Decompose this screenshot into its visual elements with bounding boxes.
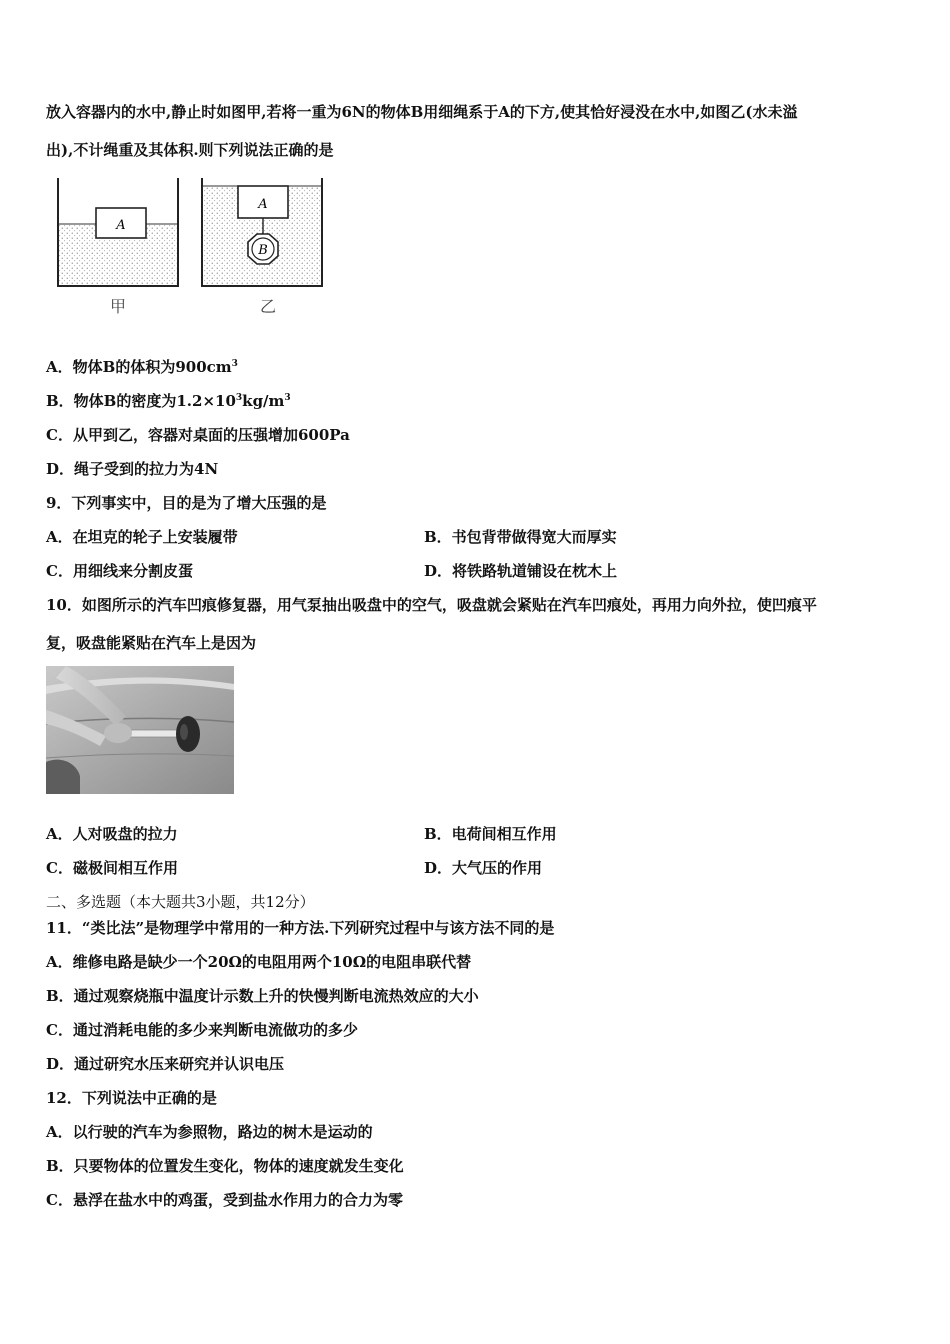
q10-option-a: A．人对吸盘的拉力 bbox=[46, 825, 178, 843]
hand bbox=[104, 723, 132, 743]
q11-option-b: B．通过观察烧瓶中温度计示数上升的快慢判断电流热效应的大小 bbox=[46, 987, 479, 1005]
q10-option-d: D．大气压的作用 bbox=[424, 859, 543, 877]
q11-option-d: D．通过研究水压来研究并认识电压 bbox=[46, 1055, 285, 1073]
container-jia bbox=[58, 178, 178, 316]
q9-option-a: A．在坦克的轮子上安装履带 bbox=[46, 528, 238, 546]
q10-options-row-2 bbox=[46, 858, 543, 878]
q9-options-row-1 bbox=[46, 527, 617, 547]
question-intro-line-1: 放入容器内的水中,静止时如图甲,若将一重为6N的物体B用细绳系于A的下方,使其恰好浸没在水中,如图乙(水未溢 bbox=[46, 103, 798, 121]
q9-option-c: C．用细线来分割皮蛋 bbox=[46, 562, 193, 580]
q8-option-b: B．物体B的密度为$1.2\times 10^3kg/m^3$ bbox=[46, 392, 291, 410]
q9-options-row-2 bbox=[46, 561, 618, 581]
q9-option-d: D．将铁路轨道铺设在枕木上 bbox=[424, 562, 618, 580]
suction-cup-highlight bbox=[180, 724, 188, 740]
q12-stem: 12．下列说法中正确的是 bbox=[46, 1089, 217, 1107]
q8-option-c: C．从甲到乙，容器对桌面的压强增加600Pa bbox=[46, 426, 350, 444]
caption-jia: 甲 bbox=[109, 297, 127, 316]
section-heading-multi-choice: 二、多选题（本大题共3小题，共12分） bbox=[46, 893, 315, 911]
question-intro-line-2: 出),不计绳重及其体积.则下列说法正确的是 bbox=[46, 141, 334, 159]
q10-stem-line-2: 复，吸盘能紧贴在汽车上是因为 bbox=[46, 634, 257, 652]
container-yi bbox=[202, 178, 322, 316]
container-figure bbox=[46, 172, 336, 322]
q12-option-a: A．以行驶的汽车为参照物，路边的树木是运动的 bbox=[46, 1123, 373, 1141]
q12-option-b: B．只要物体的位置发生变化，物体的速度就发生变化 bbox=[46, 1157, 404, 1175]
q10-option-b: B．电荷间相互作用 bbox=[424, 825, 557, 843]
q11-option-c: C．通过消耗电能的多少来判断电流做功的多少 bbox=[46, 1021, 358, 1039]
q11-stem: 11．“类比法”是物理学中常用的一种方法.下列研究过程中与该方法不同的是 bbox=[46, 919, 555, 937]
dent-repair-photo bbox=[46, 666, 234, 794]
suction-cup bbox=[176, 716, 200, 752]
q8-option-a: A．物体B的体积为$900cm^3$ bbox=[46, 358, 238, 376]
q11-option-a: A．维修电路是缺少一个20Ω的电阻用两个10Ω的电阻串联代替 bbox=[46, 953, 472, 971]
q10-stem-line-1: 10．如图所示的汽车凹痕修复器，用气泵抽出吸盘中的空气，吸盘就会紧贴在汽车凹痕处，再用力向外拉，使凹痕平 bbox=[46, 596, 817, 614]
caption-yi: 乙 bbox=[259, 297, 277, 316]
q10-option-c: C．磁极间相互作用 bbox=[46, 859, 178, 877]
q12-option-c: C．悬浮在盐水中的鸡蛋，受到盐水作用力的合力为零 bbox=[46, 1191, 403, 1209]
q9-stem: 9．下列事实中，目的是为了增大压强的是 bbox=[46, 494, 327, 512]
block-a-label: A bbox=[116, 218, 126, 233]
q9-option-b: B．书包背带做得宽大而厚实 bbox=[424, 528, 617, 546]
block-a-label-yi: A bbox=[258, 197, 268, 212]
q10-options-row-1 bbox=[46, 824, 557, 844]
q8-option-d: D．绳子受到的拉力为4N bbox=[46, 460, 219, 478]
object-b-label: B bbox=[258, 243, 268, 258]
